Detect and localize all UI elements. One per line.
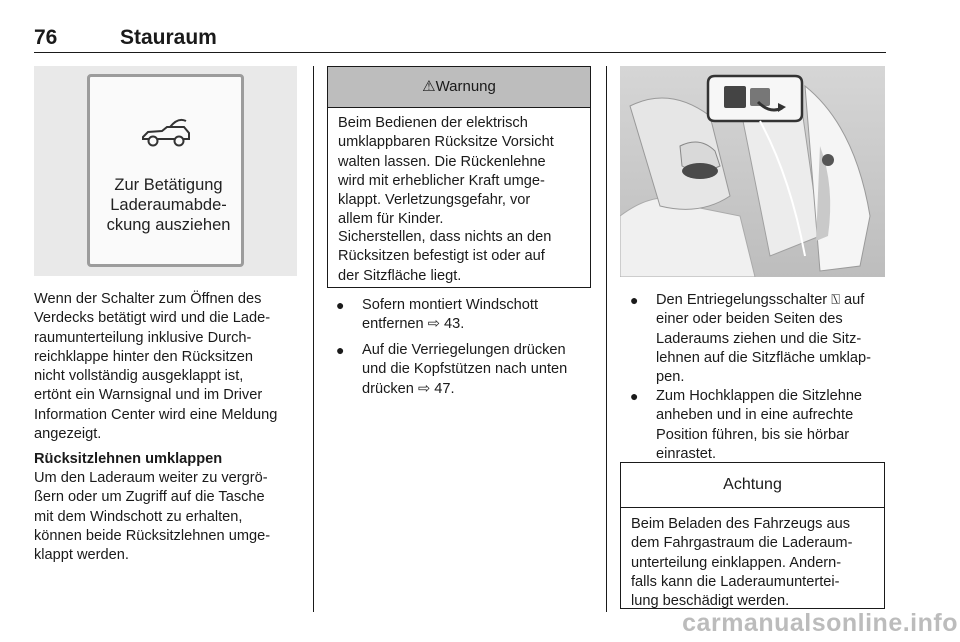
convertible-car-icon xyxy=(140,115,192,149)
warning-paragraph: Beim Bedienen der elektrisch umklappbaren Rücksitze Vorsicht walten lassen. Die Rückenlehne wird mit erheblicher Kraft umge- klappt. Verletzungsgefahr, vor allem für Kinder. xyxy=(338,115,554,228)
intro-paragraph: Wenn der Schalter zum Öffnen des Verdecks betätigt wird und die Lade- raumunterteilung inklusive Durch- reichklappe hinter den Rücksitzen nicht vollständig ausgeklappt ist, ertönt ein Warnsignal und im Driver Information Center wird eine Meldung angezeigt. xyxy=(34,291,278,443)
page-reference[interactable]: drücken ⇨ 47. xyxy=(362,380,455,397)
column-divider xyxy=(606,66,607,612)
caution-box xyxy=(620,462,885,609)
bullet-dot: ● xyxy=(336,342,345,358)
page-reference[interactable]: entfernen ⇨ 43. xyxy=(362,316,465,333)
caution-paragraph: Beim Beladen des Fahrzeugs aus dem Fahrgastraum die Laderaum- unterteilung einklappen. Andern- falls kann die Laderaumuntertei- lung beschädigt werden. xyxy=(631,516,853,610)
warning-title-bar xyxy=(328,67,590,108)
display-message: Zur Betätigung Laderaumabde- ckung ausziehen xyxy=(106,176,231,234)
page-title: Stauraum xyxy=(120,26,217,49)
display-figure xyxy=(34,66,297,276)
bullet-dot: ● xyxy=(630,292,639,308)
info-display-panel xyxy=(87,74,244,267)
page-number: 76 xyxy=(34,26,58,49)
warning-title: Warnung xyxy=(435,78,496,95)
caution-title: Achtung xyxy=(621,463,884,508)
rear-seat-photo xyxy=(620,66,885,277)
section-subheading: Rücksitzlehnen umklappen xyxy=(34,451,223,467)
warning-paragraph: Sicherstellen, dass nichts an den Rücksitzen befestigt ist oder auf der Sitzfläche liegt. xyxy=(338,229,552,284)
watermark: carmanualsonline.info xyxy=(682,609,958,637)
bullet-dot: ● xyxy=(336,297,345,313)
bullet-dot: ● xyxy=(630,388,639,404)
warning-triangle-icon: ⚠ xyxy=(422,78,436,95)
column-divider xyxy=(313,66,314,612)
section-paragraph: Um den Laderaum weiter zu vergrö- ßern oder um Zugriff auf die Tasche mit dem Windschott zu erhalten, können beide Rücksitzlehnen umge- klappt werden. xyxy=(34,470,271,564)
warning-box xyxy=(327,66,591,288)
page-header xyxy=(34,18,886,53)
